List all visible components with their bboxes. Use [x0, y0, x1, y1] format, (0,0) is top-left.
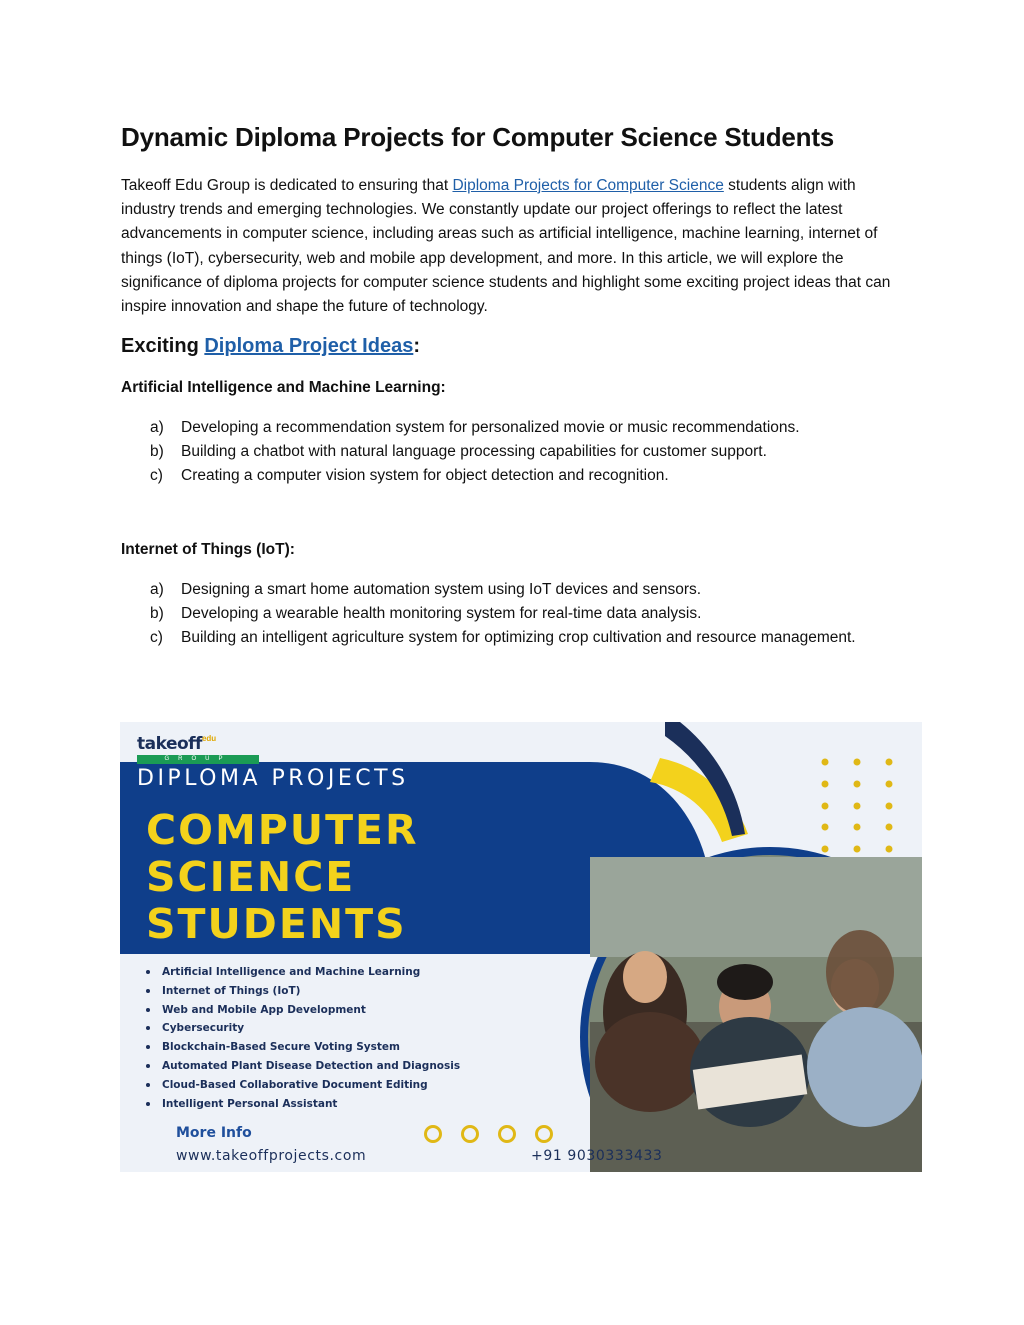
topic-item: Automated Plant Disease Detection and Diagnosis: [146, 1057, 460, 1076]
banner-headline-line-3: STUDENTS: [146, 900, 407, 948]
website-text: www.takeoffprojects.com: [176, 1148, 367, 1164]
list-iot: [150, 578, 870, 651]
topic-item: Blockchain-Based Secure Voting System: [146, 1038, 460, 1057]
diploma-project-ideas-link[interactable]: Diploma Project Ideas: [204, 335, 414, 357]
students-photo: [590, 857, 922, 1172]
diploma-projects-link[interactable]: Diploma Projects for Computer Science: [452, 177, 724, 194]
page-title: Dynamic Diploma Projects for Computer Science Students: [121, 122, 835, 152]
section-heading-ai: Artificial Intelligence and Machine Learning:: [121, 379, 446, 396]
phone-text: +91 9030333433: [531, 1148, 663, 1164]
list-item: [150, 440, 870, 464]
list-marker: b): [150, 605, 164, 623]
list-item: [150, 464, 870, 488]
list-marker: b): [150, 443, 164, 461]
intro-text-start: Takeoff Edu Group is dedicated to ensuring that: [121, 177, 453, 194]
list-marker: c): [150, 629, 163, 647]
subhead-prefix: Exciting: [121, 335, 205, 357]
list-item: [150, 602, 870, 626]
takeoff-logo: [137, 734, 262, 764]
logo-word: takeoff: [137, 734, 202, 754]
promo-banner: [120, 722, 922, 1172]
project-ideas-heading: [121, 335, 420, 358]
list-item: [150, 578, 870, 602]
banner-headline-line-1: COMPUTER: [146, 806, 419, 854]
topic-item: Web and Mobile App Development: [146, 1001, 460, 1020]
list-item-text: Building a chatbot with natural language processing capabilities for customer support.: [181, 443, 767, 461]
list-item-text: Developing a wearable health monitoring system for real-time data analysis.: [181, 605, 702, 623]
intro-text-end: students align with industry trends and emerging technologies. We constantly update our project offerings to reflect the latest advancements in computer science, including areas such as artificial intelligence, machine learning, internet of things (IoT), cybersecurity, web and mobile app development, and more. In this article, we will explore the significance of diploma projects for computer science students and highlight some exciting project ideas that can inspire innovation and shape the future of technology.: [121, 177, 891, 316]
list-item-text: Developing a recommendation system for personalized movie or music recommendations.: [181, 419, 800, 436]
list-marker: a): [150, 419, 164, 436]
topic-item: Internet of Things (IoT): [146, 982, 460, 1001]
banner-topics-list: [146, 963, 460, 1113]
list-item: [150, 416, 870, 440]
topic-item: Intelligent Personal Assistant: [146, 1095, 460, 1114]
list-item-text: Building an intelligent agriculture system for optimizing crop cultivation and resource management.: [181, 629, 856, 647]
list-item-text: Creating a computer vision system for object detection and recognition.: [181, 467, 669, 485]
topic-item: Cloud-Based Collaborative Document Editing: [146, 1076, 460, 1095]
logo-edu: edu: [201, 734, 217, 743]
more-info-label: More Info: [176, 1125, 252, 1141]
section-heading-iot: Internet of Things (IoT):: [121, 541, 295, 558]
subhead-suffix: :: [413, 335, 420, 357]
list-marker: c): [150, 467, 163, 485]
list-ai: [150, 416, 870, 489]
intro-paragraph: [121, 174, 911, 319]
list-item: [150, 626, 870, 650]
banner-kicker: DIPLOMA PROJECTS: [137, 766, 409, 791]
banner-headline-line-2: SCIENCE: [146, 853, 356, 901]
logo-group: GROUP: [137, 755, 259, 764]
list-item-text: Designing a smart home automation system using IoT devices and sensors.: [181, 581, 702, 598]
list-marker: a): [150, 581, 164, 598]
topic-item: Artificial Intelligence and Machine Learning: [146, 963, 460, 982]
topic-item: Cybersecurity: [146, 1019, 460, 1038]
